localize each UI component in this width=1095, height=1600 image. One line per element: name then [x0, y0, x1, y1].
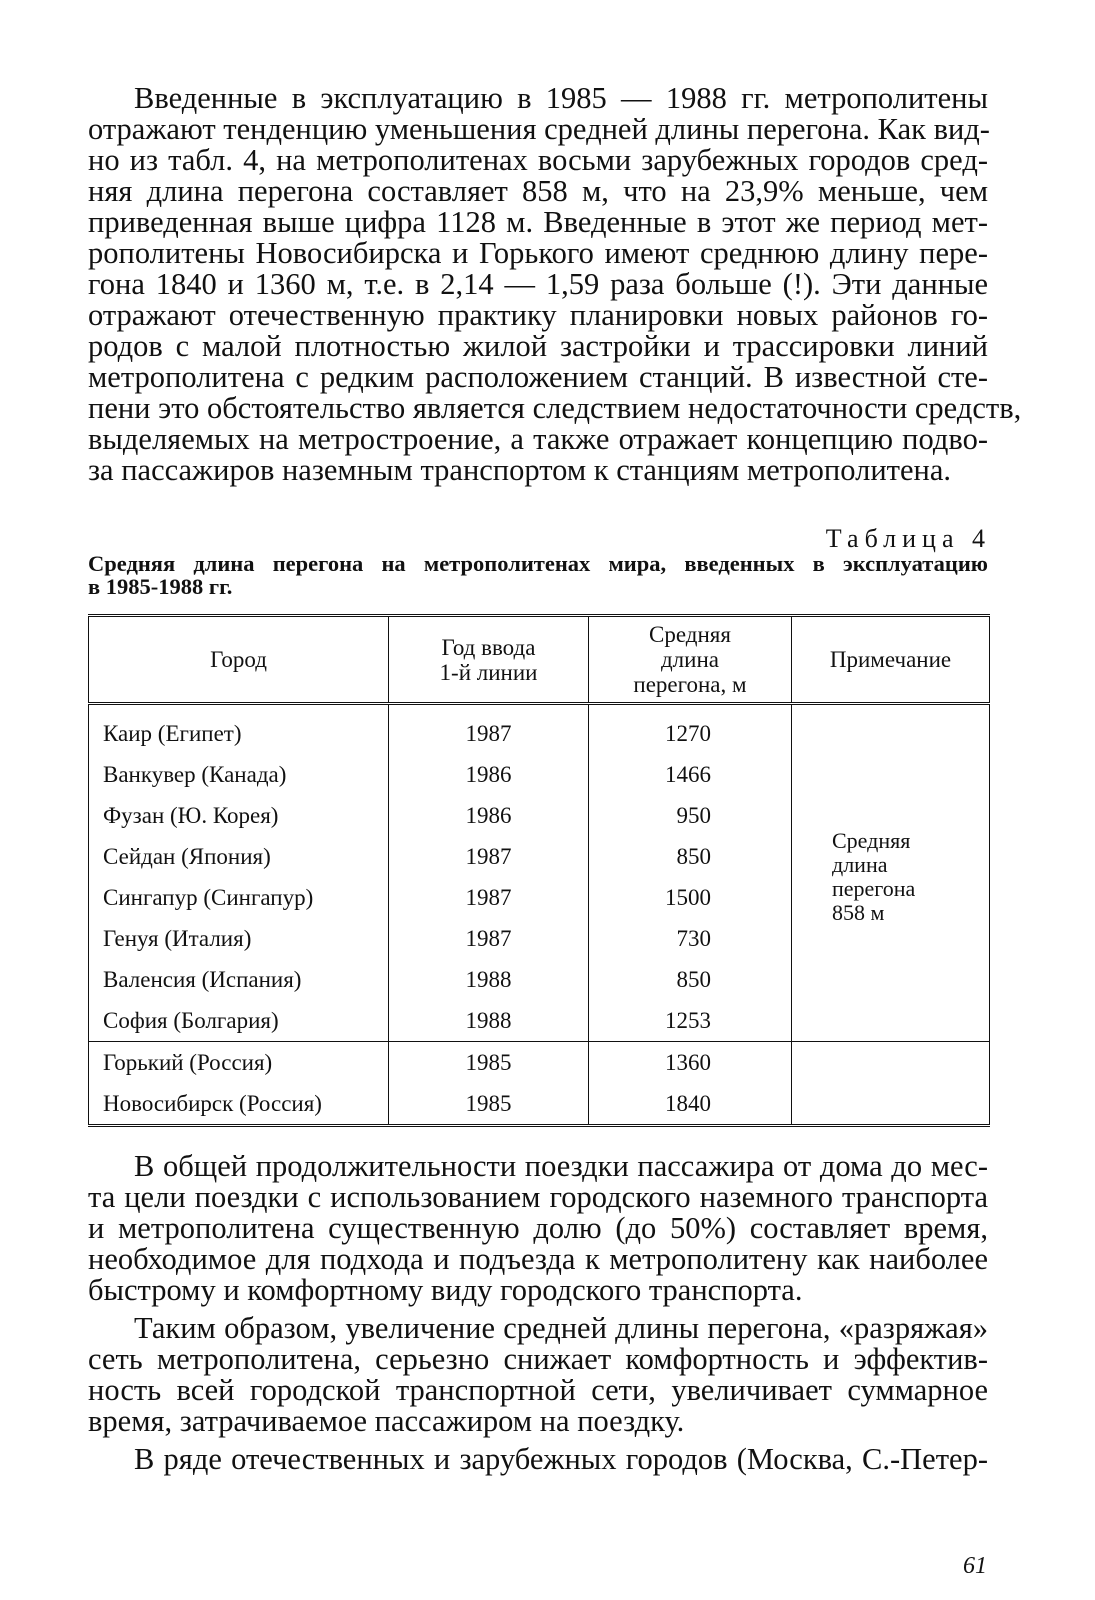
table-label: Таблица 4 — [825, 524, 991, 553]
text-line: приведенная выше цифра 1128 м. Введенные в этот же период мет- — [88, 205, 988, 239]
header-year-line: 1-й линии — [439, 659, 538, 685]
cell-city: Горький (Россия) — [89, 1042, 389, 1084]
page-number: 61 — [963, 1553, 987, 1579]
cell-year: 1987 — [389, 704, 589, 755]
text-line: родов с малой плотностью жилой застройки и трассировки линий — [88, 329, 988, 363]
cell-year: 1985 — [389, 1042, 589, 1084]
cell-city: Новосибирск (Россия) — [89, 1083, 389, 1126]
text-line: необходимое для подхода и подъезда к метрополитену как наиболее — [88, 1242, 988, 1276]
cell-year: 1987 — [389, 918, 589, 959]
cell-note — [792, 704, 990, 1042]
cell-city: Сингапур (Сингапур) — [89, 877, 389, 918]
header-year-line: Год ввода — [441, 634, 536, 660]
text-line: В ряде отечественных и зарубежных городов (Москва, С.-Петер- — [134, 1442, 988, 1476]
cell-length: 1500 — [589, 877, 792, 918]
text-line: сеть метрополитена, серьезно снижает комфортность и эффектив- — [88, 1342, 988, 1376]
cell-city: Фузан (Ю. Корея) — [89, 795, 389, 836]
table-title-line: Средняя длина перегона на метрополитенах мира, введенных в эксплуатацию — [88, 551, 988, 576]
text-line: метрополитена с редким расположением станций. В известной сте- — [88, 360, 988, 394]
cell-length: 950 — [589, 795, 792, 836]
cell-city: Валенсия (Испания) — [89, 959, 389, 1000]
text-line: за пассажиров наземным транспортом к станциям метрополитена. — [88, 453, 951, 487]
text-line: отражают отечественную практику планировки новых районов го- — [88, 298, 988, 332]
metro-table — [88, 614, 990, 1127]
text-line: время, затрачиваемое пассажиром на поездку. — [88, 1404, 685, 1438]
cell-city: Каир (Египет) — [89, 704, 389, 755]
note-line: длина — [832, 852, 888, 877]
note-line: перегона — [832, 876, 916, 901]
cell-length: 850 — [589, 836, 792, 877]
cell-length: 1270 — [589, 704, 792, 755]
cell-length: 1253 — [589, 1000, 792, 1042]
text-line: отражают тенденцию уменьшения средней длины перегона. Как вид- — [88, 112, 990, 146]
text-line: выделяемых на метростроение, а также отражает концепцию подво- — [88, 422, 988, 456]
header-note: Примечание — [792, 616, 990, 704]
cell-year: 1988 — [389, 959, 589, 1000]
header-year — [389, 616, 589, 704]
text-line: пени это обстоятельство является следствием недостаточности средств, — [88, 391, 1022, 425]
cell-length: 1466 — [589, 754, 792, 795]
header-length-line: Средняя — [649, 622, 731, 647]
cell-city: София (Болгария) — [89, 1000, 389, 1042]
text-line: быстрому и комфортному виду городского транспорта. — [88, 1273, 803, 1307]
cell-year: 1987 — [389, 877, 589, 918]
text-line: В общей продолжительности поездки пассажира от дома до мес- — [134, 1149, 988, 1183]
table-header-row — [89, 616, 990, 704]
text-line: гона 1840 и 1360 м, т.е. в 2,14 — 1,59 раза больше (!). Эти данные — [88, 267, 988, 301]
table-title-line: в 1985-1988 гг. — [88, 574, 233, 599]
cell-note-empty — [792, 1042, 990, 1126]
text-line: няя длина перегона составляет 858 м, что на 23,9% меньше, чем — [88, 174, 988, 208]
cell-length: 1360 — [589, 1042, 792, 1084]
note-line: Средняя — [832, 828, 911, 853]
text-line: и метрополитена существенную долю (до 50%) составляет время, — [88, 1211, 988, 1245]
cell-city: Ванкувер (Канада) — [89, 754, 389, 795]
cell-length: 1840 — [589, 1083, 792, 1126]
text-line: Введенные в эксплуатацию в 1985 — 1988 гг. метрополитены — [134, 81, 988, 115]
header-length-line: длина — [660, 647, 719, 672]
text-line: но из табл. 4, на метрополитенах восьми зарубежных городов сред- — [88, 143, 988, 177]
cell-year: 1987 — [389, 836, 589, 877]
header-city: Город — [89, 616, 389, 704]
table-row — [89, 704, 990, 755]
cell-length: 730 — [589, 918, 792, 959]
header-length-line: перегона, м — [633, 672, 747, 697]
table-title — [88, 552, 988, 598]
cell-city: Генуя (Италия) — [89, 918, 389, 959]
cell-year: 1986 — [389, 795, 589, 836]
cell-year: 1986 — [389, 754, 589, 795]
note-line: 858 м — [832, 900, 885, 925]
text-line: та цели поездки с использованием городского наземного транспорта — [88, 1180, 988, 1214]
text-line: ность всей городской транспортной сети, увеличивает суммарное — [88, 1373, 988, 1407]
table-row — [89, 1042, 990, 1084]
text-line: рополитены Новосибирска и Горького имеют среднюю длину пере- — [88, 236, 988, 270]
cell-city: Сейдан (Япония) — [89, 836, 389, 877]
cell-length: 850 — [589, 959, 792, 1000]
text-line: Таким образом, увеличение средней длины перегона, «разряжая» — [134, 1311, 988, 1345]
cell-year: 1985 — [389, 1083, 589, 1126]
header-length — [589, 616, 792, 704]
cell-year: 1988 — [389, 1000, 589, 1042]
